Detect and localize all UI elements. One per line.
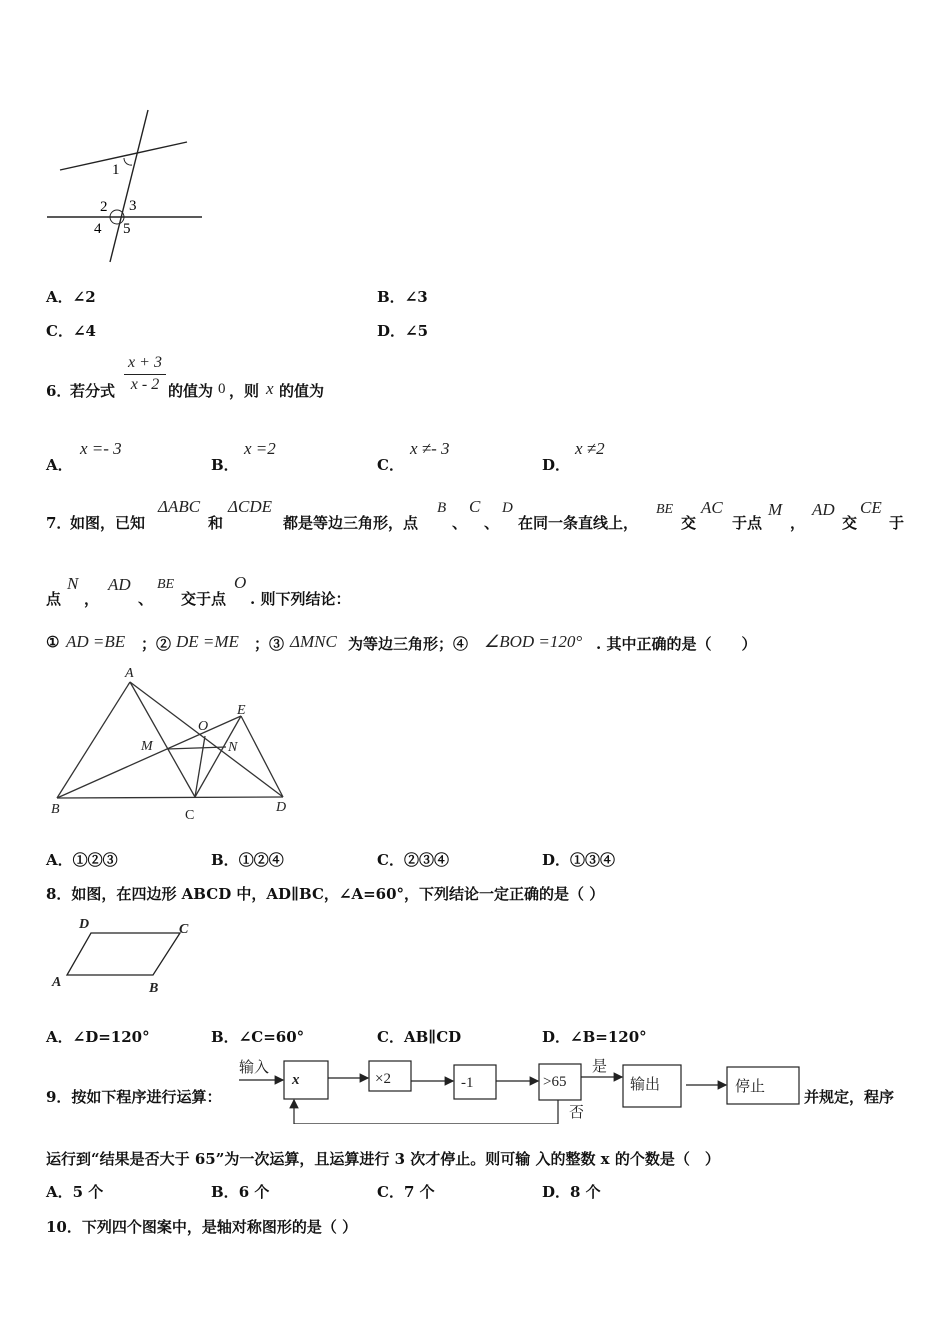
q6-mid2: ，则	[229, 382, 260, 400]
q7-l2-sep: 、	[138, 590, 154, 608]
q7-segment-ad	[130, 682, 283, 797]
option-text: ∠4	[72, 322, 96, 340]
q7-segment-ac	[130, 682, 195, 797]
q7-t2: 和	[208, 514, 224, 532]
q8-label-A: A	[52, 975, 62, 990]
q7-sep1: 、	[452, 514, 468, 532]
q5-angle-arc-1	[124, 158, 132, 165]
q5-label-5: 5	[123, 221, 131, 237]
option-letter: A．	[46, 1183, 73, 1201]
q9-label-no: 否	[569, 1105, 585, 1121]
q6-option-b-expr: x =2	[244, 439, 276, 458]
q7-cde: ΔCDE	[228, 497, 272, 516]
q5-figure	[40, 100, 210, 270]
q7-c2: ；②	[141, 635, 172, 653]
q9-label-output: 输出	[630, 1077, 661, 1093]
q7-label-C: C	[185, 808, 195, 822]
q7-label-M: M	[141, 739, 153, 754]
option-letter: D．	[542, 1183, 571, 1201]
q7-l2-t: 交于点	[181, 590, 227, 608]
option-text: 7 个	[403, 1183, 435, 1201]
option-letter: C．	[377, 1028, 404, 1046]
q9-label-input: 输入	[239, 1060, 270, 1076]
option-letter: A．	[46, 851, 73, 869]
q8-question: 8．如图，在四边形 ABCD 中，AD∥BC，∠A=60°，下列结论一定正确的是（ ）	[46, 885, 605, 903]
q9-label-x: x	[292, 1072, 300, 1088]
q7-pN: N	[67, 574, 79, 593]
option-text: ∠5	[405, 322, 429, 340]
option-text: ∠B=120°	[570, 1028, 647, 1046]
q7-pO: O	[234, 573, 247, 592]
q6-option-b-letter[interactable]: B．	[211, 456, 239, 474]
q9-option-d[interactable]	[542, 1181, 601, 1202]
option-letter: C．	[377, 851, 404, 869]
q5-transversal	[110, 110, 148, 262]
q7-segment-be	[57, 716, 241, 798]
q6-denominator: x - 2	[130, 376, 160, 393]
option-letter: B．	[211, 851, 239, 869]
q7-c3t: 为等边三角形；④	[348, 635, 469, 653]
q6-option-a-expr: x =- 3	[80, 439, 122, 458]
q7-option-d[interactable]	[542, 849, 615, 870]
q9-line2: 运行到“结果是否大于 65”为一次运算，且运算进行 3 次才停止。则可输 入的整数 x 的个数是（ ）	[46, 1150, 720, 1168]
q7-ac: AC	[701, 498, 723, 517]
q8-option-c[interactable]	[377, 1026, 461, 1047]
q6-option-c-letter[interactable]: C．	[377, 456, 404, 474]
q8-label-B: B	[149, 981, 159, 996]
q6-zero: 0	[218, 381, 226, 397]
q8-option-b[interactable]	[211, 1026, 304, 1047]
q8-figure	[45, 910, 205, 1000]
q6-option-a-letter[interactable]: A．	[46, 456, 73, 474]
q7-number: 7．	[46, 514, 72, 532]
q5-line-upper	[60, 142, 187, 170]
option-text: ①②③	[72, 851, 118, 869]
q6-mid: 的值为	[168, 382, 214, 400]
option-letter: D．	[377, 322, 406, 340]
q7-jiao1: 交	[681, 514, 697, 532]
q9-label-yes: 是	[592, 1059, 608, 1075]
q6-numerator: x + 3	[128, 354, 162, 371]
q5-label-4: 4	[94, 221, 102, 237]
q7-yu: 于	[889, 514, 905, 532]
option-letter: A．	[46, 1028, 73, 1046]
q8-option-d[interactable]	[542, 1026, 647, 1047]
q7-l2-comma: ，	[84, 590, 100, 608]
option-text: ∠C=60°	[238, 1028, 305, 1046]
q7-c2m: DE =ME	[176, 632, 239, 651]
q7-jiao2: 交	[842, 514, 858, 532]
q7-t3: 都是等边三角形，点	[283, 514, 419, 532]
q5-label-2: 2	[100, 199, 108, 215]
option-letter: A．	[46, 288, 73, 306]
q7-option-a[interactable]	[46, 849, 118, 870]
q7-l2-dian: 点	[46, 590, 62, 608]
q7-be: BE	[656, 502, 674, 517]
option-text: ①②④	[238, 851, 284, 869]
q7-t4: 在同一条直线上，	[518, 514, 639, 532]
q7-c3: ；③	[254, 635, 285, 653]
q7-l2-end: . 则下列结论：	[250, 590, 351, 608]
q7-segment-ab	[57, 682, 130, 798]
option-text: ∠D=120°	[72, 1028, 150, 1046]
q7-option-c[interactable]	[377, 849, 449, 870]
option-letter: D．	[542, 851, 571, 869]
q9-label-gt65: >65	[543, 1074, 567, 1090]
option-letter: C．	[46, 322, 73, 340]
q7-be2: BE	[157, 577, 175, 592]
q7-label-B: B	[51, 802, 60, 817]
q5-option-d[interactable]	[377, 320, 428, 341]
q6-option-c-expr: x ≠- 3	[410, 439, 450, 458]
q5-option-b[interactable]	[377, 286, 428, 307]
q8-quadrilateral	[67, 933, 180, 975]
q6-tail: 的值为	[279, 382, 325, 400]
q9-lead: 9．按如下程序进行运算：	[46, 1088, 222, 1106]
q8-label-C: C	[179, 922, 189, 937]
q9-option-c[interactable]	[377, 1181, 435, 1202]
q7-label-D: D	[276, 800, 287, 815]
q7-pM: M	[768, 500, 783, 519]
q6-option-d-letter[interactable]: D．	[542, 456, 571, 474]
q7-c4t: . 其中正确的是（ ）	[596, 635, 757, 653]
q6-lead: 若分式	[70, 382, 116, 400]
q7-figure	[45, 662, 305, 822]
q7-label-E: E	[237, 703, 246, 718]
q9-label-stop: 停止	[735, 1079, 766, 1095]
q9-label-times2: ×2	[375, 1071, 391, 1087]
option-letter: B．	[211, 1028, 239, 1046]
q7-t1: 如图，已知	[70, 514, 146, 532]
q7-pC: C	[469, 497, 481, 516]
q5-option-c[interactable]	[46, 320, 96, 341]
q7-c4m: ∠BOD =120°	[484, 632, 583, 651]
q6-option-d-expr: x ≠2	[575, 439, 605, 458]
q7-pD: D	[502, 500, 513, 516]
option-text: 5 个	[72, 1183, 104, 1201]
q6-var: x	[266, 379, 274, 398]
q6-fraction-bar	[124, 374, 166, 375]
q7-c3m: ΔMNC	[290, 632, 337, 651]
q7-pB: B	[437, 500, 447, 516]
q6-number: 6．	[46, 382, 72, 400]
q7-segment-bd	[57, 797, 283, 798]
q9-box-x	[284, 1061, 328, 1099]
q7-label-O: O	[198, 719, 209, 734]
q10-question: 10．下列四个图案中，是轴对称图形的是（ ）	[46, 1218, 358, 1236]
q7-option-b[interactable]	[211, 849, 284, 870]
q9-arrow-loop	[294, 1100, 558, 1124]
q8-label-D: D	[79, 917, 90, 932]
q7-label-A: A	[125, 666, 134, 681]
q7-c1m: AD =BE	[66, 632, 126, 651]
q9-flowchart	[234, 1054, 804, 1124]
q7-abc: ΔABC	[158, 497, 201, 516]
option-letter: B．	[377, 288, 405, 306]
q5-label-3: 3	[129, 198, 137, 214]
q5-option-a[interactable]	[46, 286, 96, 307]
option-letter: C．	[377, 1183, 404, 1201]
q7-t5: 于点	[732, 514, 763, 532]
q9-option-a[interactable]	[46, 1181, 103, 1202]
option-text: ∠2	[72, 288, 96, 306]
q7-ce: CE	[860, 498, 882, 517]
q7-comma: ，	[790, 514, 806, 532]
q7-segment-de	[241, 716, 283, 797]
option-letter: D．	[542, 1028, 571, 1046]
q7-ad: AD	[812, 500, 835, 519]
q7-sep2: 、	[484, 514, 500, 532]
option-letter: B．	[211, 1183, 239, 1201]
option-text: 8 个	[570, 1183, 601, 1201]
option-text: ②③④	[403, 851, 449, 869]
q7-ad2: AD	[108, 575, 131, 594]
q7-c1: ①	[46, 633, 60, 651]
q9-tail: 并规定，程序	[804, 1088, 895, 1106]
q7-label-N: N	[228, 740, 238, 755]
option-text: 6 个	[238, 1183, 270, 1201]
option-text: AB∥CD	[403, 1028, 462, 1046]
q6-fraction	[124, 354, 166, 394]
q5-label-1: 1	[112, 162, 120, 178]
q8-option-a[interactable]	[46, 1026, 150, 1047]
option-text: ①③④	[570, 851, 616, 869]
option-text: ∠3	[404, 288, 428, 306]
q9-option-b[interactable]	[211, 1181, 269, 1202]
q9-label-minus1: -1	[461, 1075, 474, 1091]
